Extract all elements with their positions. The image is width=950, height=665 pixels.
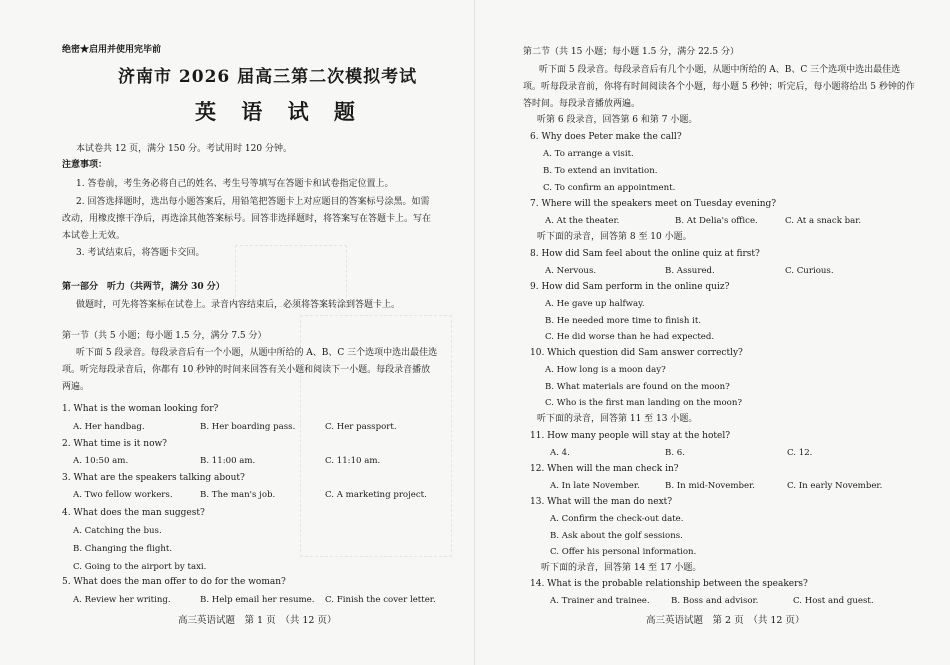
q7-option-c: C. At a snack bar. xyxy=(785,216,862,226)
section-two-desc-3: 答时间。每段录音播放两遍。 xyxy=(523,99,641,109)
section-one-desc-3: 两遍。 xyxy=(62,382,90,392)
question-14: 14. What is the probable relationship between the speakers? xyxy=(530,579,808,589)
question-11: 11. How many people will stay at the hotel? xyxy=(530,431,731,441)
q2-option-b: B. 11:00 am. xyxy=(200,456,256,466)
q13-option-b: B. Ask about the golf sessions. xyxy=(550,531,683,541)
confidential-mark: 绝密★启用并使用完毕前 xyxy=(62,45,162,55)
q4-option-b: B. Changing the flight. xyxy=(73,544,173,554)
q11-option-a: A. 4. xyxy=(550,448,570,458)
q14-option-a: A. Trainer and trainee. xyxy=(550,596,650,606)
q11-option-c: C. 12. xyxy=(787,448,813,458)
q5-option-b: B. Help email her resume. xyxy=(200,595,315,605)
instruction-14: 听下面的录音，回答第 14 至 17 小题。 xyxy=(541,563,702,573)
exam-title: 济南市 2026 届高三第二次模拟考试 xyxy=(118,67,418,87)
q5-option-a: A. Review her writing. xyxy=(73,595,171,605)
q7-option-b: B. At Delia's office. xyxy=(675,216,758,226)
q6-option-a: A. To arrange a visit. xyxy=(543,149,634,159)
q3-option-b: B. The man's job. xyxy=(200,490,276,500)
part-one-heading: 第一部分 听力（共两节，满分 30 分） xyxy=(62,282,225,292)
section-one-heading: 第一节（共 5 小题；每小题 1.5 分，满分 7.5 分） xyxy=(62,331,267,341)
section-one-desc-1: 听下面 5 段录音。每段录音后有一个小题，从题中所给的 A、B、C 三个选项中选出最佳选 xyxy=(76,348,438,358)
q10-option-a: A. How long is a moon day? xyxy=(545,365,666,375)
q7-option-a: A. At the theater. xyxy=(545,216,620,226)
q1-option-a: A. Her handbag. xyxy=(73,422,145,432)
note-2-line-1: 2. 回答选择题时，选出每小题答案后，用铅笔把答题卡上对应题目的答案标号涂黑。如需 xyxy=(76,197,430,207)
question-3: 3. What are the speakers talking about? xyxy=(62,473,245,483)
q8-option-a: A. Nervous. xyxy=(545,266,597,276)
q6-option-c: C. To confirm an appointment. xyxy=(543,183,676,193)
q14-option-c: C. Host and guest. xyxy=(793,596,874,606)
question-12: 12. When will the man check in? xyxy=(530,464,679,474)
subject-title: 英 语 试 题 xyxy=(195,99,364,124)
page-footer: 高三英语试题 第 2 页 （共 12 页） xyxy=(646,615,805,626)
q8-option-c: C. Curious. xyxy=(785,266,834,276)
question-10: 10. Which question did Sam answer correctly? xyxy=(530,348,743,358)
section-two-heading: 第二节（共 15 小题；每小题 1.5 分，满分 22.5 分） xyxy=(523,47,739,57)
q13-option-c: C. Offer his personal information. xyxy=(550,547,697,557)
note-3: 3. 考试结束后，将答题卡交回。 xyxy=(76,248,205,258)
note-1: 1. 答卷前，考生务必将自己的姓名、考生号等填写在答题卡和试卷指定位置上。 xyxy=(76,179,394,189)
q3-option-a: A. Two fellow workers. xyxy=(73,490,173,500)
question-13: 13. What will the man do next? xyxy=(530,497,673,507)
q12-option-a: A. In late November. xyxy=(550,481,640,491)
question-6: 6. Why does Peter make the call? xyxy=(530,132,682,142)
question-5: 5. What does the man offer to do for the woman? xyxy=(62,577,286,587)
section-one-desc-2: 项。听完每段录音后，你都有 10 秒钟的时间来回答有关小题和阅读下一小题。每段录音播放 xyxy=(62,365,431,375)
instruction-6: 听第 6 段录音，回答第 6 和第 7 小题。 xyxy=(537,115,698,125)
q8-option-b: B. Assured. xyxy=(665,266,715,276)
q14-option-b: B. Boss and advisor. xyxy=(671,596,759,606)
q9-option-a: A. He gave up halfway. xyxy=(545,299,645,309)
question-7: 7. Where will the speakers meet on Tuesday evening? xyxy=(530,199,777,209)
section-two-desc-2: 项。听每段录音前，你将有时间阅读各个小题，每小题 5 秒钟；听完后，每小题将给出 5 秒钟的作 xyxy=(523,82,915,92)
question-2: 2. What time is it now? xyxy=(62,439,168,449)
question-4: 4. What does the man suggest? xyxy=(62,508,205,518)
q9-option-c: C. He did worse than he had expected. xyxy=(545,332,715,342)
exam-intro: 本试卷共 12 页，满分 150 分。考试用时 120 分钟。 xyxy=(76,144,292,154)
q5-option-c: C. Finish the cover letter. xyxy=(325,595,436,605)
part-one-instruction: 做题时，可先将答案标在试卷上。录音内容结束后，必须将答案转涂到答题卡上。 xyxy=(76,300,401,310)
q10-option-c: C. Who is the first man landing on the moon? xyxy=(545,398,742,408)
q2-option-a: A. 10:50 am. xyxy=(73,456,129,466)
notes-heading: 注意事项： xyxy=(62,160,108,170)
q4-option-a: A. Catching the bus. xyxy=(73,526,162,536)
question-1: 1. What is the woman looking for? xyxy=(62,404,219,414)
page-footer: 高三英语试题 第 1 页 （共 12 页） xyxy=(178,615,337,626)
q6-option-b: B. To extend an invitation. xyxy=(543,166,658,176)
bleed-through-box xyxy=(235,245,347,307)
instruction-8: 听下面的录音，回答第 8 至 10 小题。 xyxy=(537,232,692,242)
q13-option-a: A. Confirm the check-out date. xyxy=(550,514,684,524)
q10-option-b: B. What materials are found on the moon? xyxy=(545,382,730,392)
instruction-11: 听下面的录音，回答第 11 至 13 小题。 xyxy=(537,414,698,424)
section-two-desc-1: 听下面 5 段录音。每段录音后有几个小题，从题中所给的 A、B、C 三个选项中选出最佳选 xyxy=(539,65,901,75)
page-two xyxy=(475,0,950,665)
q1-option-b: B. Her boarding pass. xyxy=(200,422,296,432)
note-2-line-3: 本试卷上无效。 xyxy=(62,231,126,241)
q1-option-c: C. Her passport. xyxy=(325,422,397,432)
note-2-line-2: 改动，用橡皮擦干净后，再选涂其他答案标号。回答非选择题时，将答案写在答题卡上。写在 xyxy=(62,214,432,224)
q11-option-b: B. 6. xyxy=(665,448,685,458)
q12-option-b: B. In mid-November. xyxy=(665,481,756,491)
q4-option-c: C. Going to the airport by taxi. xyxy=(73,562,207,572)
question-8: 8. How did Sam feel about the online quiz at first? xyxy=(530,249,760,259)
q3-option-c: C. A marketing project. xyxy=(325,490,427,500)
question-9: 9. How did Sam perform in the online quiz? xyxy=(530,282,730,292)
q9-option-b: B. He needed more time to finish it. xyxy=(545,316,702,326)
q2-option-c: C. 11:10 am. xyxy=(325,456,381,466)
q12-option-c: C. In early November. xyxy=(787,481,883,491)
